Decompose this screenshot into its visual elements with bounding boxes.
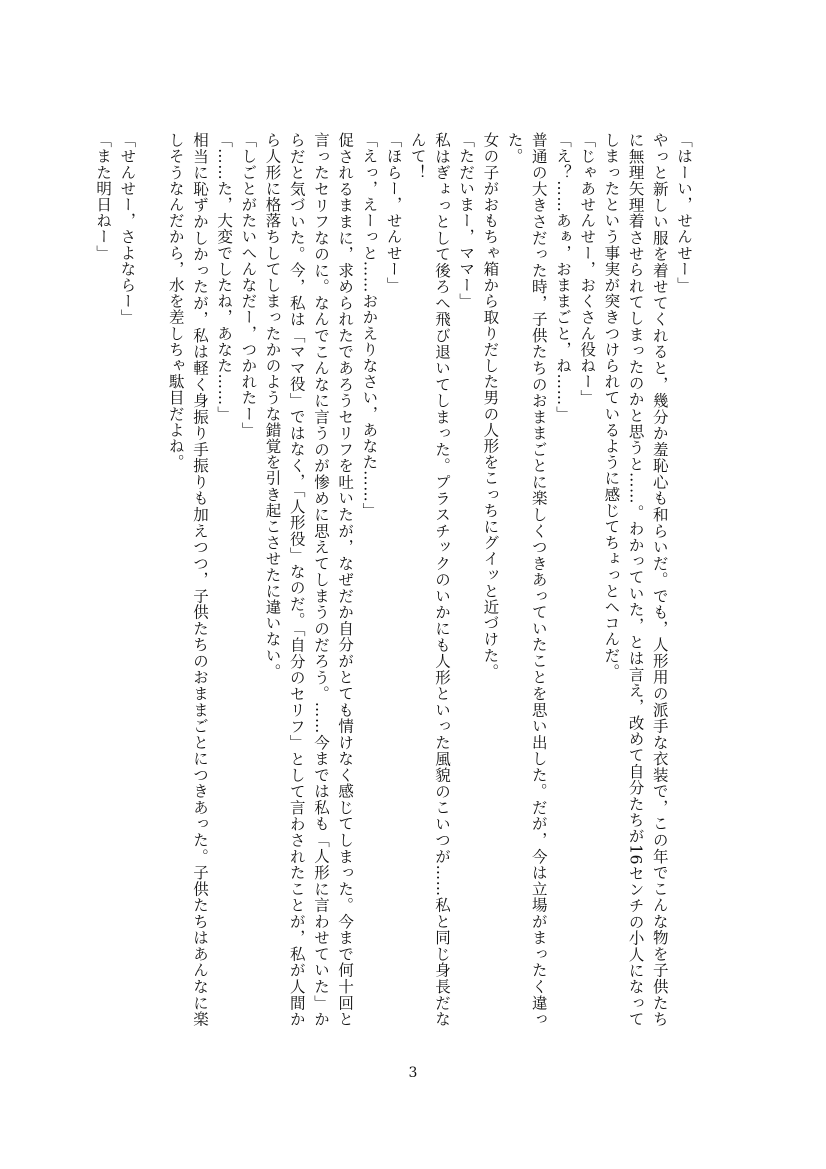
paragraph: 「えっ，えーっと……おかえりなさい，あなた……」 (360, 132, 379, 519)
paragraph: やっと新しい服を着せてくれると，幾分か羞恥心も和らいだ。でも，人形用の派手な衣装で，この年でこんな物を子供たちに無理矢理着させられてしまったのかと思うと……。わかっていた，とは言え，改めて自分たちが16センチの小人になってしまったという事実が突きつけられているように感じてちょっとヘコんだ。 (602, 132, 669, 1027)
paragraph: 「ただいまー，ママー」 (457, 132, 476, 310)
vertical-text-body (94, 132, 696, 1027)
paragraph: 「また明日ねー」 (94, 132, 113, 261)
paragraph: 私はぎょっとして後ろへ飛び退いてしまった。プラスチックのいかにも人形といった風貌のこいつが……私と同じ身長だなんて！ (408, 132, 451, 1027)
page-number: 3 (408, 1065, 418, 1081)
paragraph: 「ほらー，せんせー」 (384, 132, 403, 293)
paragraph: 「……た，大変でしたね，あなた……」 (215, 132, 234, 422)
paragraph: 「え？……あぁ，おままごと，ね……」 (553, 132, 572, 422)
paragraph: 女の子がおもちゃ箱から取りだした男の人形をこっちにグイッと近づけた。 (481, 132, 500, 680)
paragraph: 「はーい，せんせー」 (675, 132, 693, 293)
paragraph: 「じゃあせんせー，おくさん役ねー」 (578, 132, 597, 406)
paragraph: 普通の大きさだった時，子供たちのおままごとに楽しくつきあっていたことを思い出した。だが，今は立場がまったく違った。 (505, 132, 548, 1027)
paragraph: 促されるままに，求められたであろうセリフを吐いたが，なぜだか自分がとても情けなく感じてしまった。今まで何十回と言ったセリフなのに。なんでこんなに言うのが惨めに思えてしまうのだろう。……今までは私も「人形に言わせていた」からだと気づいた。今，私は「ママ役」ではなく，「人形役」なのだ。「自分のセリフ」として言わされたことが，私が人間から人形に格落ちしてしまったかのような錯覚を引き起こさせたに違いない。 (263, 132, 355, 1027)
blank-line (139, 132, 163, 1027)
paragraph: 「しごとがたいへんなだー，つかれたー」 (239, 132, 258, 438)
paragraph: 「せんせー，さよならー」 (118, 132, 137, 326)
paragraph: 相当に恥ずかしかったが，私は軽く身振り手振りも加えつつ，子供たちのおままごとにつきあった。子供たちはあんなに楽しそうなんだから，水を差しちゃ駄目だよね。 (166, 132, 209, 1027)
